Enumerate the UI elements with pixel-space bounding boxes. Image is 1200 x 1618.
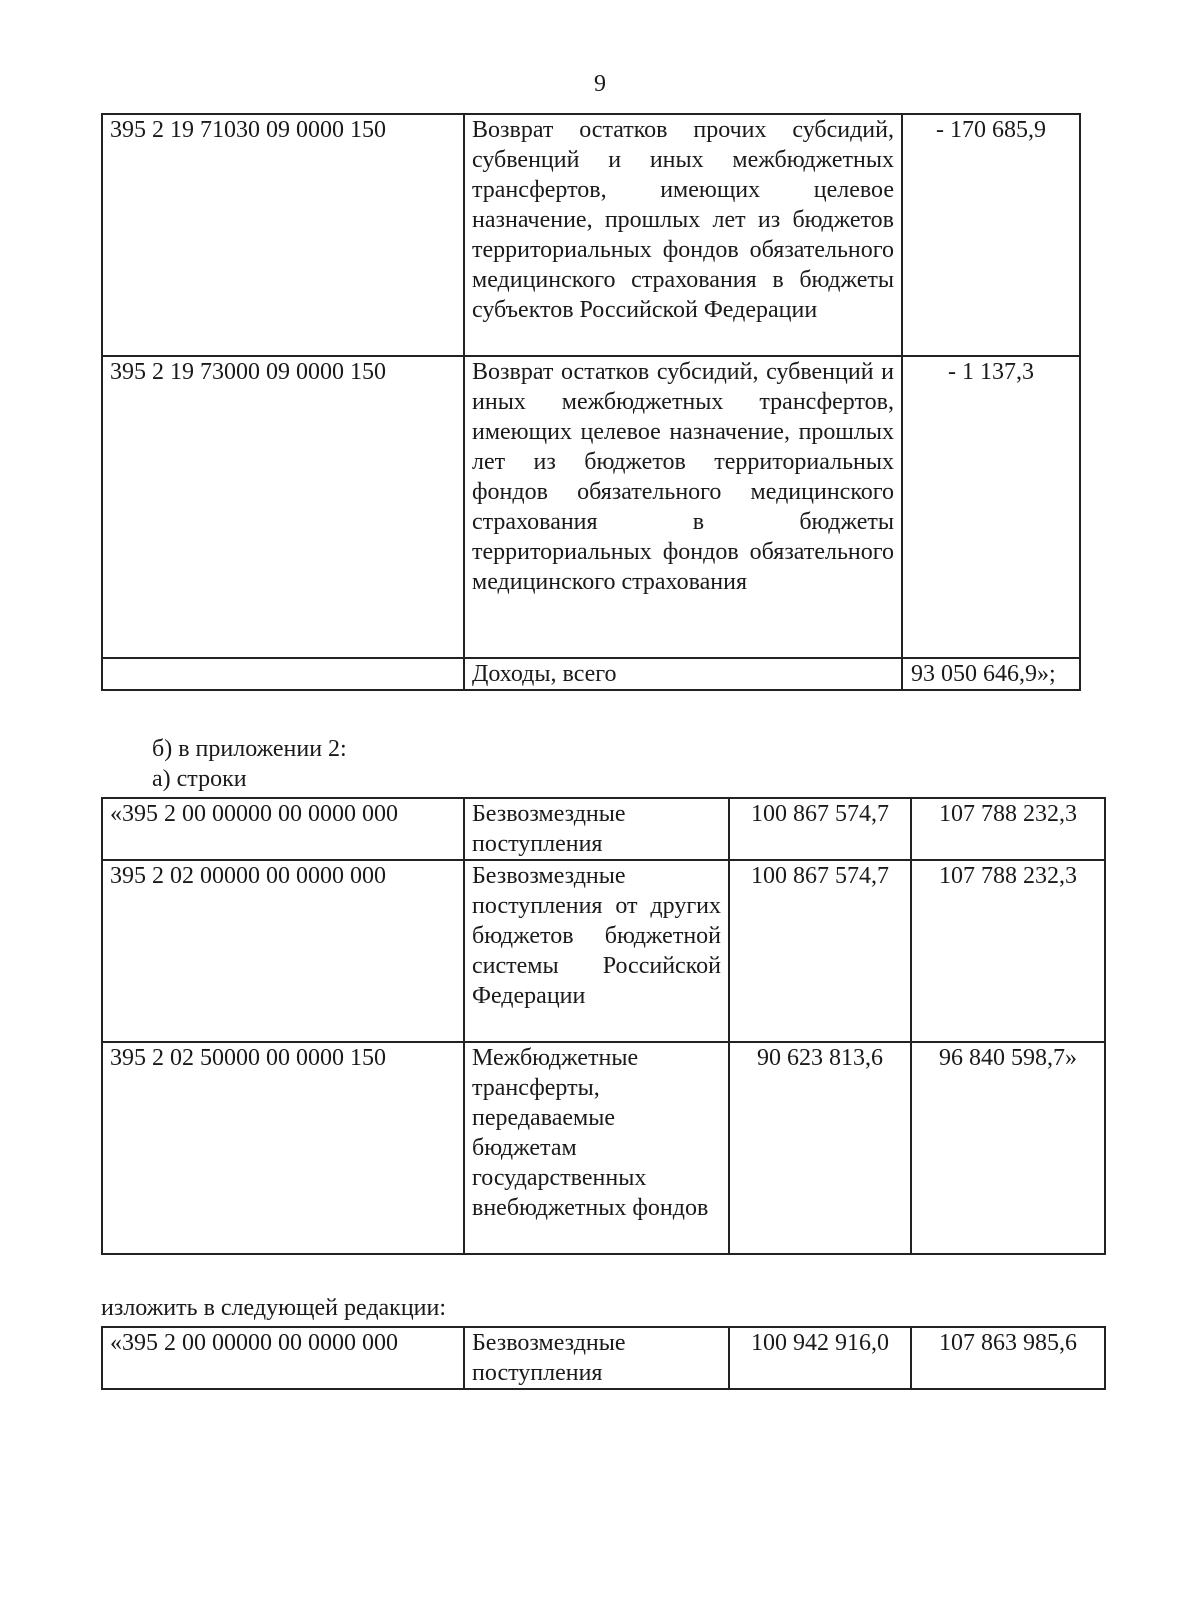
paragraph-a: а) строки (152, 766, 247, 792)
description-cell: Возврат остатков субсидий, субвенций и иных межбюджетных трансфертов, имеющих целевое назначение, прошлых лет из бюджетов территориальных фондов обязательного медицинского страхования в бюджеты территориальных фондов обязательного медицинского страхования (464, 356, 902, 658)
revenue-table (101, 113, 1081, 691)
budget-code-cell: 395 2 19 73000 09 0000 150 (102, 356, 464, 658)
amount-cell: - 170 685,9 (902, 114, 1080, 356)
budget-code-cell: «395 2 00 00000 00 0000 000 (102, 1327, 464, 1389)
total-amount-cell: 93 050 646,9»; (902, 658, 1080, 690)
paragraph-edit: изложить в следующей редакции: (101, 1295, 447, 1321)
value-2020-cell: 96 840 598,7» (911, 1042, 1105, 1254)
value-2019-cell: 100 942 916,0 (729, 1327, 911, 1389)
new-edition-table (101, 1326, 1106, 1390)
budget-code-cell: 395 2 19 71030 09 0000 150 (102, 114, 464, 356)
table-row (102, 114, 1080, 356)
description-cell: Межбюджетные трансферты, передаваемые бюджетам государственных внебюджетных фондов (464, 1042, 729, 1254)
budget-code-cell (102, 658, 464, 690)
description-cell: Безвозмездные поступления (464, 798, 729, 860)
table-row (102, 1042, 1105, 1254)
description-cell: Доходы, всего (464, 658, 902, 690)
value-2019-cell: 90 623 813,6 (729, 1042, 911, 1254)
amount-cell: - 1 137,3 (902, 356, 1080, 658)
value-2019-cell: 100 867 574,7 (729, 860, 911, 1042)
total-row (102, 658, 1080, 690)
paragraph-b: б) в приложении 2: (152, 736, 347, 762)
table-row (102, 798, 1105, 860)
value-2020-cell: 107 863 985,6 (911, 1327, 1105, 1389)
value-2020-cell: 107 788 232,3 (911, 860, 1105, 1042)
table-row (102, 1327, 1105, 1389)
budget-code-cell: 395 2 02 50000 00 0000 150 (102, 1042, 464, 1254)
budget-code-cell: 395 2 02 00000 00 0000 000 (102, 860, 464, 1042)
description-cell: Безвозмездные поступления от других бюджетов бюджетной системы Российской Федерации (464, 860, 729, 1042)
appendix-2-rows-table (101, 797, 1106, 1255)
description-cell: Возврат остатков прочих субсидий, субвенций и иных межбюджетных трансфертов, имеющих целевое назначение, прошлых лет из бюджетов территориальных фондов обязательного медицинского страхования в бюджеты субъектов Российской Федерации (464, 114, 902, 356)
table-row (102, 860, 1105, 1042)
page-number: 9 (594, 71, 606, 97)
table-row (102, 356, 1080, 658)
budget-code-cell: «395 2 00 00000 00 0000 000 (102, 798, 464, 860)
description-cell: Безвозмездные поступления (464, 1327, 729, 1389)
value-2019-cell: 100 867 574,7 (729, 798, 911, 860)
value-2020-cell: 107 788 232,3 (911, 798, 1105, 860)
